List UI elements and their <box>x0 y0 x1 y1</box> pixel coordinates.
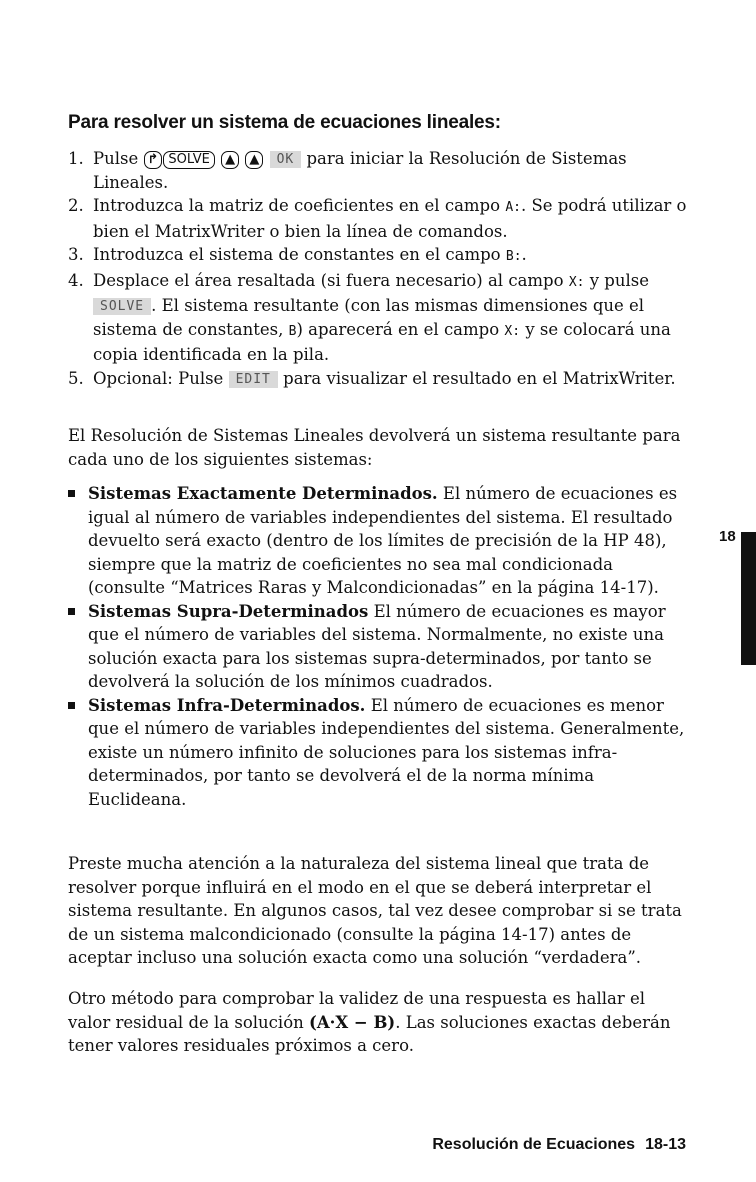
up-arrow-key-icon: ▲ <box>221 151 239 169</box>
solve-key: SOLVE <box>163 151 214 169</box>
step-1 <box>68 147 688 194</box>
ok-softkey: OK <box>270 151 302 168</box>
chapter-tab-number: 18 <box>719 528 736 545</box>
step-number: 4. <box>68 270 84 290</box>
field-name: X: <box>568 274 585 290</box>
bullet-square-icon <box>68 608 75 615</box>
bullet-item <box>68 694 688 812</box>
up-arrow-key-icon: ▲ <box>245 151 263 169</box>
step-text: . Se podrá utilizar o bien el MatrixWriter o bien la línea de comandos. <box>93 196 687 241</box>
field-name: B <box>288 323 297 339</box>
step-number: 2. <box>68 196 84 215</box>
step-number: 1. <box>68 149 84 168</box>
step-number: 5. <box>68 368 84 388</box>
bullet-title: Sistemas Infra-Determinados. <box>88 695 366 715</box>
solve-softkey: SOLVE <box>93 298 151 315</box>
bullet-item <box>68 600 688 694</box>
bullet-text: El número de ecuaciones es menor que el número de variables independientes del sistema. Generalmente, existe un número infinito de soluciones para los sistemas infra-determinados, por tanto se devolverá el de la norma mínima Euclideana. <box>88 695 685 809</box>
step-text: Introduzca la matriz de coeficientes en el campo <box>93 196 501 215</box>
step-text: . <box>521 245 527 264</box>
bullet-title: Sistemas Supra-Determinados <box>88 601 369 621</box>
bullet-square-icon <box>68 702 75 709</box>
footer-chapter-title: Resolución de Ecuaciones <box>432 1136 636 1153</box>
step-3 <box>68 243 688 269</box>
bullet-square-icon <box>68 490 75 497</box>
step-2 <box>68 194 688 243</box>
step-text: y pulse <box>589 270 649 290</box>
bullet-title: Sistemas Exactamente Determinados. <box>88 484 438 503</box>
step-text: Pulse <box>93 149 139 168</box>
step-number: 3. <box>68 245 84 264</box>
step-text: . El sistema resultante (con las mismas dimensiones que el sistema de constantes, <box>93 296 645 339</box>
systems-list <box>68 482 688 811</box>
field-name: A: <box>505 200 521 215</box>
field-name: X: <box>504 323 521 339</box>
step-text: ) aparecerá en el campo <box>296 319 500 339</box>
paragraph-text: . Las soluciones exactas deberán tener valores residuales próximos a cero. <box>68 1012 671 1055</box>
step-text: para visualizar el resultado en el MatrixWriter. <box>283 368 676 388</box>
footer-page-number: 18-13 <box>645 1136 686 1153</box>
steps-list <box>68 147 688 390</box>
residual-paragraph <box>68 987 688 1058</box>
residual-formula: (A·X − B) <box>309 1012 396 1032</box>
intro-paragraph: El Resolución de Sistemas Lineales devolverá un sistema resultante para cada uno de los siguientes sistemas: <box>68 426 681 469</box>
edit-softkey: EDIT <box>229 371 278 388</box>
paragraph-text: Otro método para comprobar la validez de una respuesta es hallar el valor residual de la solución <box>68 989 646 1032</box>
chapter-tab-marker <box>741 532 756 665</box>
attention-paragraph: Preste mucha atención a la naturaleza del sistema lineal que trata de resolver porque influirá en el modo en el que se deberá interpretar el sistema resultante. En algunos casos, tal vez desee comprobar si se trata de un sistema malcondicionado (consulte la página 14-17) antes de aceptar incluso una solución exacta como una solución “verdadera”. <box>68 854 682 967</box>
section-heading: Para resolver un sistema de ecuaciones lineales: <box>68 112 501 133</box>
step-text: Opcional: Pulse <box>93 368 224 388</box>
step-5 <box>68 367 688 391</box>
bullet-text: El número de ecuaciones es igual al número de variables independientes del sistema. El resultado devuelto será exacto (dentro de los límites de precisión de la HP 48), siempre que la matriz de coeficientes no sea mal condicionada (consulte “Matrices Raras y Malcondicionadas” en la página 14-17). <box>88 484 678 597</box>
step-4 <box>68 269 688 367</box>
step-text: Introduzca el sistema de constantes en el campo <box>93 245 501 264</box>
right-shift-key-icon: ↱ <box>144 151 163 169</box>
page-footer <box>432 1136 686 1154</box>
bullet-item <box>68 482 688 600</box>
field-name: B: <box>505 249 522 264</box>
step-text: y se colocará una copia identificada en la pila. <box>93 319 671 364</box>
step-text: para iniciar la Resolución de Sistemas Lineales. <box>93 149 627 192</box>
step-text: Desplace el área resaltada (si fuera necesario) al campo <box>93 270 564 290</box>
bullet-text: El número de ecuaciones es mayor que el número de variables del sistema. Normalmente, no existe una solución exacta para los sistemas supra-determinados, por tanto se devolverá la solución de los mínimos cuadrados. <box>88 601 666 691</box>
